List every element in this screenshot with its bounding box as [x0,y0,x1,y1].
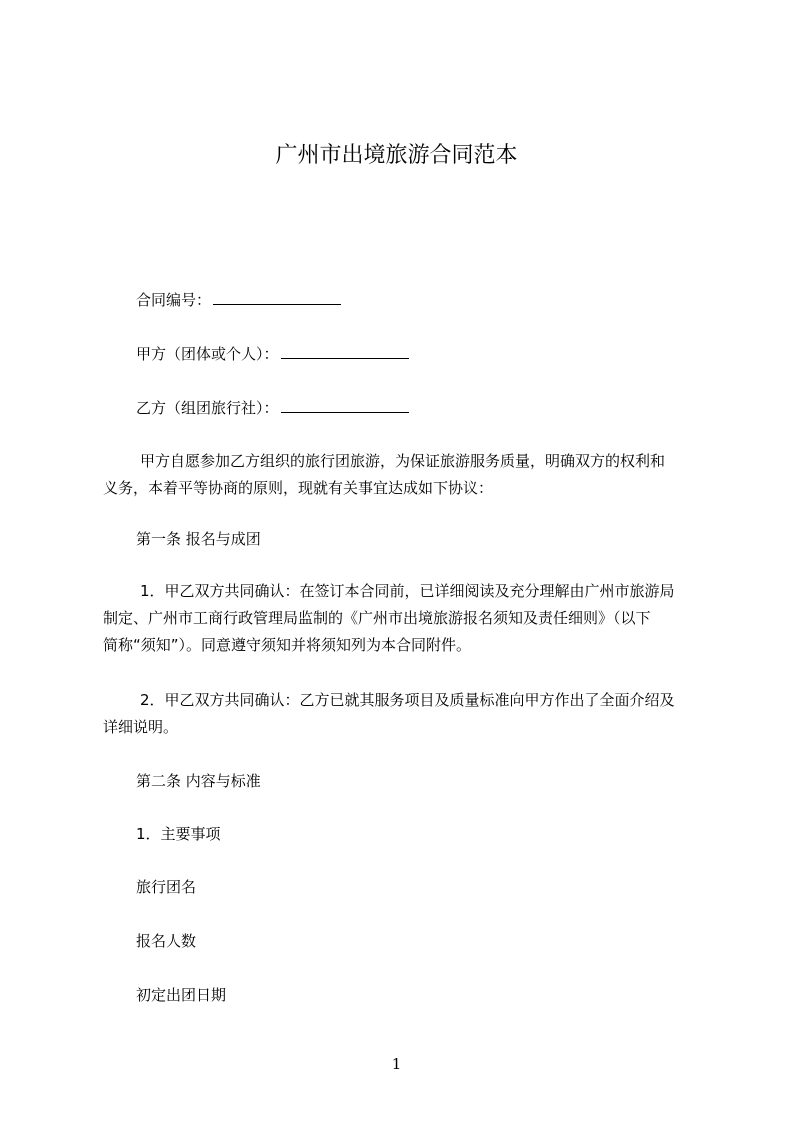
intro-line-2: 义务，本着平等协商的原则，现就有关事宜达成如下协议： [103,479,494,497]
article-2-heading: 第二条 内容与标准 [136,772,261,790]
article-1-heading: 第一条 报名与成团 [136,530,261,548]
article-1-item-1-line-1: 1．甲乙双方共同确认：在签订本合同前，已详细阅读及充分理解由广州市旅游局 [140,582,675,600]
article-1-item-2 [103,687,713,741]
headcount-label: 报名人数 [136,932,197,950]
departure-date-label: 初定出团日期 [136,986,227,1004]
intro-line-1: 甲方自愿参加乙方组织的旅行团旅游，为保证旅游服务质量，明确双方的权利和 [140,452,666,470]
article-2-sub-1: 1．主要事项 [136,825,221,843]
page-number: 1 [391,1055,402,1073]
party-b-blank [281,398,409,413]
party-a-label: 甲方（团体或个人）： [136,345,279,363]
contract-number-field [136,290,341,310]
party-b-field [136,398,409,418]
party-a-blank [281,344,409,359]
article-1-item-2-line-2: 详细说明。 [103,718,179,736]
article-1-item-2-line-1: 2．甲乙双方共同确认：乙方已就其服务项目及质量标准向甲方作出了全面介绍及 [140,691,675,709]
party-a-field [136,344,409,364]
intro-paragraph [103,448,713,502]
party-b-label: 乙方（组团旅行社）： [136,399,279,417]
article-1-item-1-line-2: 制定、广州市工商行政管理局监制的《广州市出境旅游报名须知及责任细则》（以下 [103,609,651,627]
article-1-item-1 [103,578,713,659]
contract-number-label: 合同编号： [136,291,212,309]
tour-name-label: 旅行团名 [136,878,197,896]
contract-number-blank [213,290,341,305]
document-title: 广州市出境旅游合同范本 [275,143,518,168]
article-1-item-1-line-3: 简称“须知”）。同意遵守须知并将须知列为本合同附件。 [103,636,472,654]
